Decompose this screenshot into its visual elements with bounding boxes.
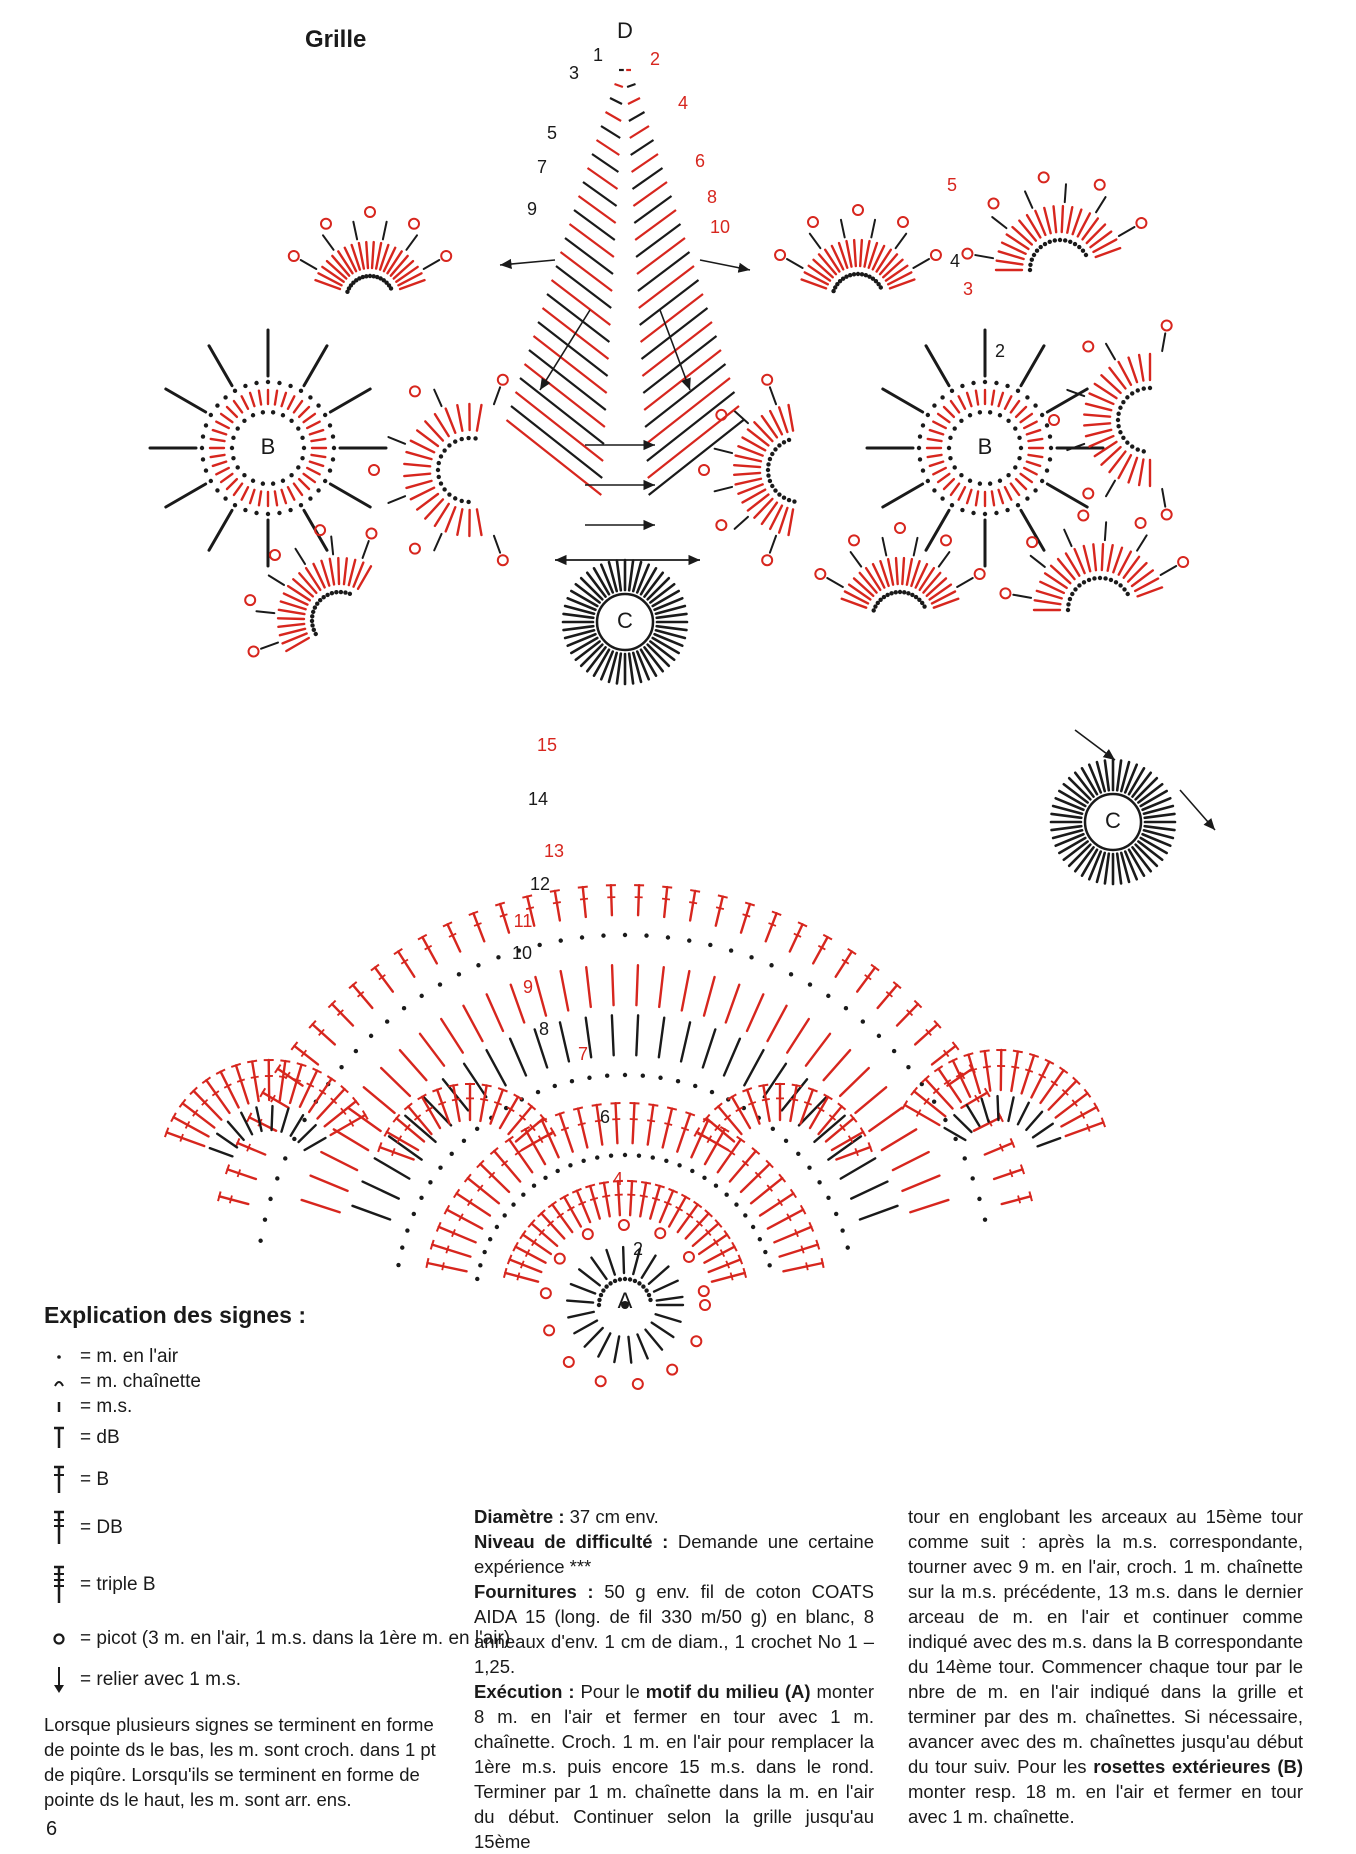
right-bottom-fan bbox=[1034, 544, 1162, 610]
supplies-label: Fournitures : bbox=[474, 1581, 594, 1602]
outer-rosettes-text: monter resp. 18 m. en l'air et fermer en tour avec 1 m. chaînette. bbox=[908, 1781, 1303, 1827]
right-mid-picots bbox=[699, 375, 772, 565]
difficulty-value: Demande une certaine expérience *** bbox=[474, 1531, 874, 1577]
right-low-picots bbox=[815, 523, 984, 579]
center-a-row-14 bbox=[258, 933, 987, 1243]
legend-note: Lorsque plusieurs signes se terminent en forme de pointe ds le bas, les m. sont croch. dans 1 pt de piqûre. Lorsqu'ils se terminent en forme de pointe ds le haut, les m. sont arr. ens. bbox=[44, 1712, 444, 1812]
right-outer-fan-chain bbox=[1116, 386, 1152, 454]
label-b-left: B bbox=[261, 434, 276, 459]
legend-item-triple-b: = triple B bbox=[44, 1565, 156, 1605]
left-bottom-posts bbox=[256, 536, 368, 648]
right-top-picots bbox=[775, 205, 941, 260]
side-fan-left-inner bbox=[210, 1106, 326, 1156]
join-arrow-7 bbox=[700, 260, 750, 270]
top-row-label-8: 8 bbox=[707, 187, 717, 207]
left-bottom-picots bbox=[245, 525, 376, 656]
top-row-label-10: 10 bbox=[710, 217, 730, 237]
rosette-row-label-5: 5 bbox=[947, 175, 957, 195]
continuation-text: tour en englobant les arceaux au 15ème tour comme suit : après la m.s. correspondante, tourner avec 9 m. en l'air, croch. 1 m. chaînette sur la m.s. précédente, 13 m.s. dans le dernier arceau de m. en l'air et continuer comme indiqué avec des m.s. dans la B correspondante du 14ème tour. Commencer chaque tour par le nbre de m. en l'air indiqué dans la grille et terminer par des m. chaînettes. Si nécessaire, avancer avec des m. chaînettes jusqu'au début du tour suiv. Pour les bbox=[908, 1506, 1303, 1777]
legend-item-dot: = m. en l'air bbox=[44, 1346, 178, 1368]
center-row-label-10: 10 bbox=[512, 943, 532, 963]
picot-icon bbox=[44, 1632, 74, 1646]
instructions-column-right bbox=[908, 1504, 1303, 1829]
rosette-b-left-spoke-5 bbox=[166, 484, 206, 507]
rosette-b-left-spoke-8 bbox=[209, 346, 232, 386]
diameter-value: 37 cm env. bbox=[570, 1506, 659, 1527]
label-b-right: B bbox=[978, 434, 993, 459]
rosette-b-right-spoke-5 bbox=[883, 484, 923, 507]
right-low-posts bbox=[827, 538, 972, 587]
center-a-row-7 bbox=[426, 1103, 823, 1271]
dot-icon bbox=[44, 1351, 74, 1363]
top-row-label-3: 3 bbox=[569, 63, 579, 83]
center-row-label-2: 2 bbox=[633, 1239, 643, 1259]
execution-motif: motif du milieu (A) bbox=[646, 1681, 811, 1702]
center-row-label-11: 11 bbox=[514, 911, 533, 931]
arc-icon bbox=[44, 1376, 74, 1388]
rosette-b-right-spoke-7 bbox=[883, 389, 923, 412]
top-row-label-1: 1 bbox=[593, 45, 603, 65]
center-a-row-3 bbox=[504, 1181, 746, 1282]
right-mid-fan-chain bbox=[766, 438, 797, 504]
legend-item-arrow: = relier avec 1 m.s. bbox=[44, 1665, 241, 1695]
legend-item-db: = dB bbox=[44, 1426, 120, 1450]
diagram-title: Grille bbox=[305, 26, 366, 54]
join-arrow-6 bbox=[500, 260, 555, 265]
left-mid-fan bbox=[404, 404, 481, 536]
rosette-b-right-spoke-8 bbox=[926, 346, 949, 386]
rosette-b-left-spoke-4 bbox=[209, 510, 232, 550]
left-bottom-fan-chain bbox=[310, 590, 352, 636]
rosette-b-left-spoke-7 bbox=[166, 389, 206, 412]
right-low-fan-chain bbox=[871, 590, 926, 613]
side-fan-left-outer bbox=[165, 1060, 368, 1146]
top-row-label-5: 5 bbox=[547, 123, 557, 143]
double-b-icon bbox=[44, 1510, 74, 1546]
left-top-posts bbox=[301, 222, 440, 269]
label-c-right: C bbox=[1105, 808, 1121, 833]
top-row-label-6: 6 bbox=[695, 151, 705, 171]
left-top-fan-chain bbox=[345, 274, 393, 294]
right-upper-fan bbox=[996, 206, 1120, 270]
center-row-label-14: 14 bbox=[528, 789, 548, 809]
difficulty-label: Niveau de difficulté : bbox=[474, 1531, 668, 1552]
left-bottom-fan bbox=[278, 558, 371, 651]
legend-title: Explication des signes : bbox=[44, 1302, 306, 1329]
rosette-row-label-4: 4 bbox=[950, 251, 960, 271]
b-icon bbox=[44, 1465, 74, 1495]
execution-text-1: Pour le bbox=[580, 1681, 639, 1702]
top-row-label-7: 7 bbox=[537, 157, 547, 177]
execution-text-2: monter 8 m. en l'air et fermer en tour avec 1 m. chaînette. Croch. 1 m. en l'air pour remplacer la 1ère m.s. puis encore 15 m.s. dans le rond. Terminer par 1 m. chaînette dans la m. en l'air du début. Continuer selon la grille jusqu'au 15ème bbox=[474, 1681, 874, 1852]
label-a: A bbox=[618, 1288, 633, 1313]
bar-icon bbox=[44, 1399, 74, 1415]
supplies-value: 50 g env. fil de coton COATS AIDA 15 (long. de fil 330 m/50 g) en blanc, 8 anneaux d'env. 1 cm de diam., 1 crochet No 1 – 1,25. bbox=[474, 1581, 874, 1677]
right-mid-fan bbox=[734, 405, 793, 535]
label-c-center: C bbox=[617, 608, 633, 633]
join-arrow-10 bbox=[1075, 730, 1115, 760]
rosette-row-label-2: 2 bbox=[995, 341, 1005, 361]
outer-rosettes-label: rosettes extérieures (B) bbox=[1093, 1756, 1303, 1777]
rosette-b-right-spoke-2 bbox=[1021, 510, 1044, 550]
label-d: D bbox=[617, 18, 633, 43]
rosette-b-left-spoke-1 bbox=[330, 484, 370, 507]
page-number: 6 bbox=[46, 1818, 57, 1841]
section-d bbox=[507, 70, 744, 495]
arrow-down-icon bbox=[44, 1665, 74, 1695]
center-row-label-12: 12 bbox=[530, 874, 550, 894]
legend-item-b: = B bbox=[44, 1465, 109, 1495]
diameter-label: Diamètre : bbox=[474, 1506, 564, 1527]
left-mid-posts bbox=[388, 387, 500, 552]
center-row-label-15: 15 bbox=[537, 735, 557, 755]
right-upper-fan-chain bbox=[1028, 238, 1088, 272]
rosette-row-label-3: 3 bbox=[963, 279, 973, 299]
right-bottom-fan-chain bbox=[1066, 576, 1130, 612]
right-top-fan-chain bbox=[831, 272, 883, 294]
center-row-label-4: 4 bbox=[613, 1169, 623, 1189]
legend-item-picot: = picot (3 m. en l'air, 1 m.s. dans la 1ère m. en l'air) bbox=[44, 1628, 510, 1650]
center-a-row-13 bbox=[302, 965, 949, 1212]
left-top-picots bbox=[289, 207, 451, 261]
join-arrow-9 bbox=[660, 310, 690, 390]
triple-b-icon bbox=[44, 1565, 74, 1605]
legend-item-arc: = m. chaînette bbox=[44, 1371, 201, 1393]
rosette-b-left-spoke-10 bbox=[304, 346, 327, 386]
center-row-label-13: 13 bbox=[544, 841, 564, 861]
center-row-label-6: 6 bbox=[600, 1107, 610, 1127]
rosette-b-right-spoke-1 bbox=[1047, 484, 1087, 507]
join-arrow-11 bbox=[1180, 790, 1215, 830]
left-mid-fan-chain bbox=[436, 436, 478, 504]
rosette-b-left-spoke-11 bbox=[330, 389, 370, 412]
center-row-label-8: 8 bbox=[539, 1019, 549, 1039]
center-row-label-9: 9 bbox=[523, 977, 533, 997]
right-top-posts bbox=[787, 220, 929, 268]
top-row-label-2: 2 bbox=[650, 49, 660, 69]
rosette-b-right-spoke-4 bbox=[926, 510, 949, 550]
legend-item-bar: = m.s. bbox=[44, 1396, 132, 1418]
execution-label: Exécution : bbox=[474, 1681, 575, 1702]
rosette-b-right-spoke-11 bbox=[1047, 389, 1087, 412]
top-row-label-9: 9 bbox=[527, 199, 537, 219]
rosette-b-right-spoke-10 bbox=[1021, 346, 1044, 386]
legend-item-double-b: = DB bbox=[44, 1510, 123, 1546]
db-icon bbox=[44, 1426, 74, 1450]
instructions-column-middle bbox=[474, 1504, 874, 1854]
center-row-label-7: 7 bbox=[578, 1044, 588, 1064]
top-row-label-4: 4 bbox=[678, 93, 688, 113]
